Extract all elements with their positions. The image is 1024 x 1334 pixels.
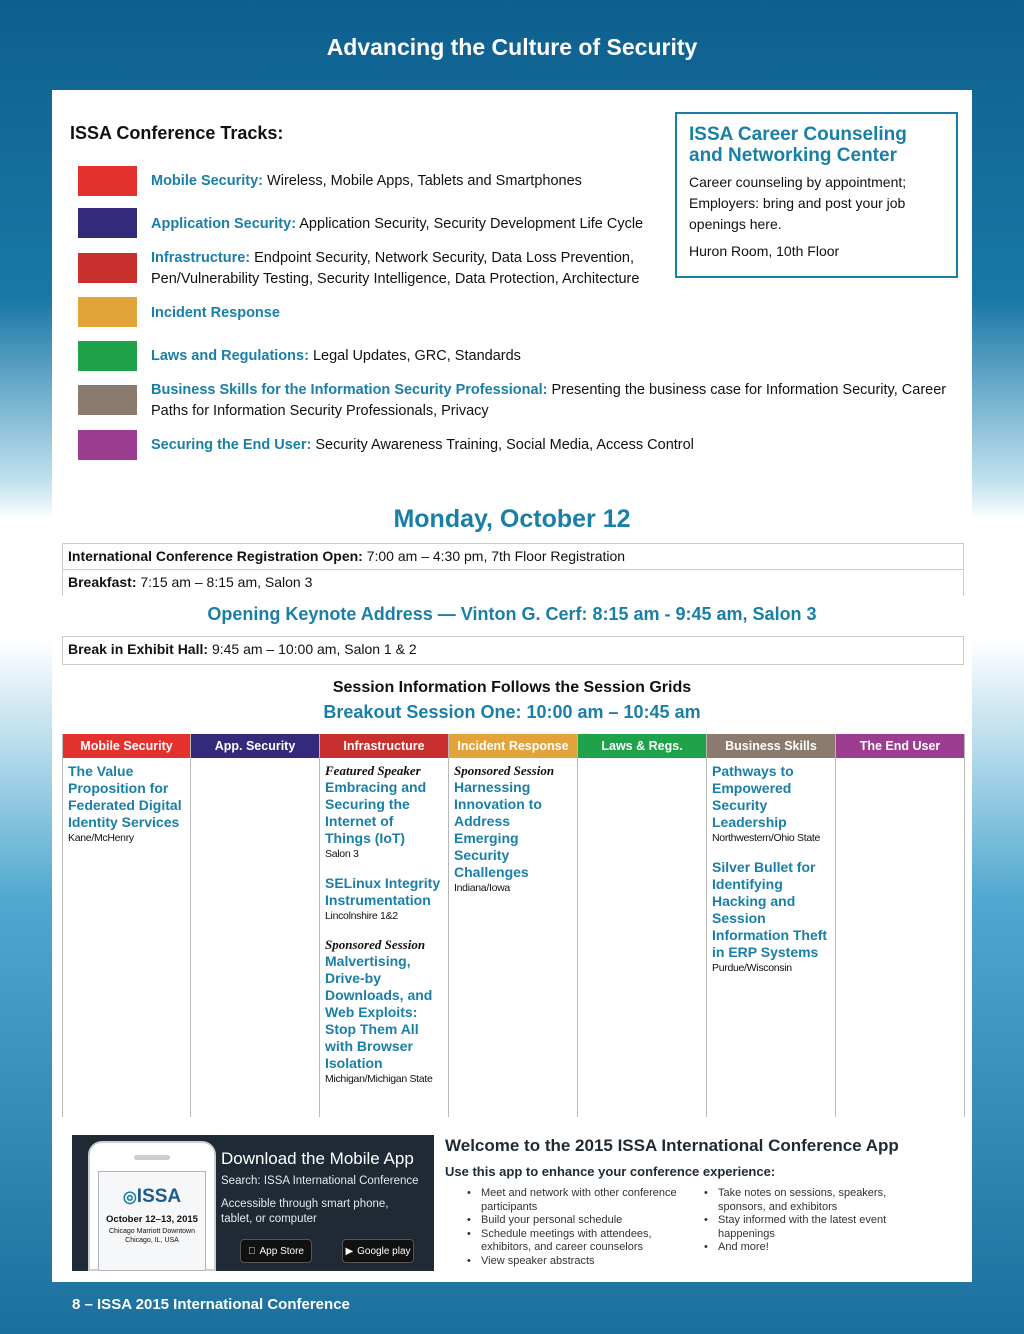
feature-item: • And more!	[702, 1241, 932, 1255]
phone-date: October 12–13, 2015	[106, 1214, 198, 1225]
session-info-heading: Session Information Follows the Session Grids	[332, 679, 692, 696]
track-swatch-business	[78, 385, 137, 415]
google-play-label: Google play	[357, 1245, 411, 1257]
session-grid	[62, 734, 965, 1117]
breakout-heading: Breakout Session One: 10:00 am – 10:45 am	[323, 702, 701, 722]
track-laws	[151, 346, 661, 367]
track-enduser	[151, 435, 751, 456]
registration-row	[62, 543, 964, 570]
breakfast-label: Breakfast:	[68, 574, 137, 590]
phone-speaker	[134, 1155, 170, 1160]
column-business-skills	[707, 734, 836, 1117]
feature-item: • View speaker abstracts	[465, 1255, 700, 1269]
breakfast-row	[62, 569, 964, 596]
feature-item: • Take notes on sessions, speakers, sponsors, and exhibitors	[702, 1187, 932, 1214]
keynote-heading: Opening Keynote Address — Vinton G. Cerf: 8:15 am - 9:45 am, Salon 3	[207, 604, 817, 624]
track-name: Infrastructure:	[151, 250, 251, 266]
mobile-app-banner	[72, 1135, 434, 1271]
track-swatch-application	[78, 208, 137, 238]
session-tag: Sponsored Session	[454, 763, 555, 778]
track-application	[151, 214, 671, 235]
track-swatch-enduser	[78, 430, 137, 460]
session-room: Kane/McHenry	[68, 832, 134, 844]
session-item[interactable]	[325, 875, 443, 923]
column-end-user	[836, 734, 965, 1117]
career-location: Huron Room, 10th Floor	[689, 243, 840, 259]
track-name: Mobile Security:	[151, 173, 263, 189]
feature-item: • Build your personal schedule	[465, 1214, 700, 1228]
track-name: Business Skills for the Information Security Professional:	[151, 382, 548, 398]
app-features-left	[465, 1187, 700, 1269]
issa-logo	[99, 1186, 205, 1208]
break-value: 9:45 am – 10:00 am, Salon 1 & 2	[211, 641, 417, 657]
session-item[interactable]	[325, 937, 443, 1086]
career-desc: Career counseling by appointment; Employers: bring and post your job openings here.	[689, 174, 907, 232]
welcome-title: Welcome to the 2015 ISSA International Conference App	[445, 1136, 899, 1155]
session-room: Michigan/Michigan State	[325, 1073, 433, 1085]
session-item[interactable]	[68, 763, 185, 845]
column-laws-regs	[578, 734, 707, 1117]
session-tag: Sponsored Session	[325, 937, 426, 952]
track-desc: Legal Updates, GRC, Standards	[312, 348, 521, 364]
track-infrastructure	[151, 248, 661, 290]
track-desc: Presenting the business case for Information Security, Career Paths for Information Security Professionals, Privacy	[151, 382, 947, 419]
app-banner-title: Download the Mobile App	[221, 1149, 414, 1168]
track-desc: Security Awareness Training, Social Media, Access Control	[315, 437, 694, 453]
session-tag: Featured Speaker	[325, 763, 421, 778]
play-icon: ▶	[345, 1245, 354, 1257]
welcome-subtitle: Use this app to enhance your conference experience:	[445, 1164, 776, 1179]
app-banner-search: Search: ISSA International Conference	[221, 1175, 419, 1187]
column-mobile-security	[62, 734, 191, 1117]
column-app-security	[191, 734, 320, 1117]
track-name: Incident Response	[151, 305, 280, 321]
track-name: Laws and Regulations:	[151, 348, 309, 364]
content-panel	[52, 90, 972, 1282]
app-store-button[interactable]	[240, 1239, 312, 1263]
track-business	[151, 380, 956, 422]
track-name: Application Security:	[151, 216, 297, 232]
track-swatch-infrastructure	[78, 253, 137, 283]
column-header: App. Security	[191, 734, 319, 758]
session-title[interactable]: SELinux Integrity Instrumentation	[325, 875, 441, 908]
app-store-label: App Store	[255, 1245, 301, 1257]
session-title[interactable]: The Value Proposition for Federated Digital Identity Services	[68, 763, 182, 830]
column-header: Business Skills	[707, 734, 835, 758]
column-header: Infrastructure	[320, 734, 448, 758]
session-item[interactable]	[325, 763, 443, 861]
session-room: Purdue/Wisconsin	[712, 962, 792, 974]
track-incident	[151, 303, 661, 324]
feature-item: • Stay informed with the latest event happenings	[702, 1214, 932, 1241]
session-title[interactable]: Pathways to Empowered Security Leadership	[712, 763, 794, 830]
phone-illustration	[88, 1141, 216, 1271]
session-room: Lincolnshire 1&2	[325, 910, 398, 922]
app-features-right	[702, 1187, 932, 1255]
issa-logo-icon: ◎	[122, 1189, 137, 1206]
column-infrastructure	[320, 734, 449, 1117]
column-header: Mobile Security	[63, 734, 190, 758]
app-banner-access: Accessible through smart phone, tablet, or computer	[221, 1198, 389, 1225]
track-swatch-laws	[78, 341, 137, 371]
column-incident-response	[449, 734, 578, 1117]
session-title[interactable]: Embracing and Securing the Internet of Things (IoT)	[325, 779, 427, 846]
career-title: ISSA Career Counseling and Networking Center	[689, 124, 907, 166]
issa-logo-text: ISSA	[136, 1186, 182, 1207]
session-title[interactable]: Malvertising, Drive-by Downloads, and Web Exploits: Stop Them All with Browser Isolation	[325, 953, 433, 1071]
session-item[interactable]	[454, 763, 572, 895]
career-center-box	[675, 112, 958, 278]
track-desc: Wireless, Mobile Apps, Tablets and Smartphones	[267, 173, 582, 189]
track-desc: Endpoint Security, Network Security, Data Loss Prevention, Pen/Vulnerability Testing, Security Intelligence, Data Protection, Architecture	[151, 250, 640, 287]
session-title[interactable]: Silver Bullet for Identifying Hacking and Session Information Theft in ERP Systems	[712, 859, 828, 960]
track-mobile	[151, 171, 661, 192]
page-footer: 8 – ISSA 2015 International Conference	[72, 1296, 350, 1313]
track-desc: Application Security, Security Development Life Cycle	[299, 216, 644, 232]
break-row	[62, 636, 964, 665]
column-header: The End User	[836, 734, 964, 758]
page-title: Advancing the Culture of Security	[326, 34, 698, 60]
google-play-button[interactable]	[342, 1239, 414, 1263]
track-swatch-mobile	[78, 166, 137, 196]
track-name: Securing the End User:	[151, 437, 312, 453]
registration-value: 7:00 am – 4:30 pm, 7th Floor Registration	[366, 548, 626, 564]
feature-item: • Schedule meetings with attendees, exhibitors, and career counselors	[465, 1228, 700, 1255]
column-header: Incident Response	[449, 734, 577, 758]
phone-venue: Chicago Marriott Downtown Chicago, IL, USA	[109, 1228, 195, 1244]
session-room: Salon 3	[325, 848, 359, 860]
session-item[interactable]	[712, 763, 830, 845]
track-swatch-incident	[78, 297, 137, 327]
registration-label: International Conference Registration Open:	[68, 548, 363, 564]
session-room: Indiana/Iowa	[454, 882, 510, 894]
day-heading: Monday, October 12	[393, 505, 631, 533]
apple-icon	[248, 1246, 256, 1257]
session-room: Northwestern/Ohio State	[712, 832, 821, 844]
tracks-heading: ISSA Conference Tracks:	[70, 123, 284, 143]
session-item[interactable]	[712, 859, 830, 975]
phone-screen	[98, 1171, 206, 1271]
feature-item: • Meet and network with other conference participants	[465, 1187, 700, 1214]
session-title[interactable]: Harnessing Innovation to Address Emerging Security Challenges	[454, 779, 542, 880]
breakfast-value: 7:15 am – 8:15 am, Salon 3	[140, 574, 313, 590]
break-label: Break in Exhibit Hall:	[68, 641, 209, 657]
column-header: Laws & Regs.	[578, 734, 706, 758]
